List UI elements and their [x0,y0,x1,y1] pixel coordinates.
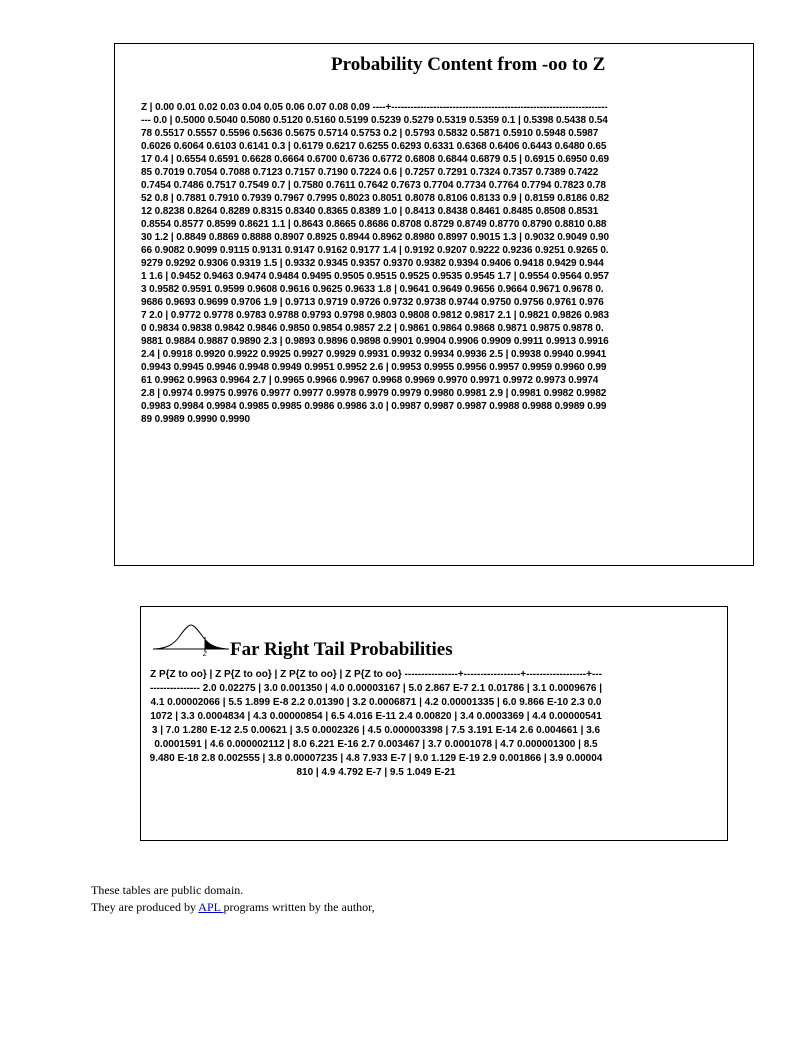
normal-table-box [114,43,754,566]
normal-table-title: Probability Content from -oo to Z [331,54,606,75]
footer-text-before-link: They are produced by [91,900,199,914]
footer-text-after-link: programs written by the author, [223,900,375,914]
tail-table-content: Z P{Z to oo} | Z P{Z to oo} | Z P{Z to oo} | Z P{Z to oo} ----------------+-----------------+------------------+------------------ 2.0 0.02275 | 3.0 0.001350 | 4.0 0.00003167 | 5.0 2.867 E-7 2.1 0.01786 | 3.1 0.0009676 | 4.1 0.00002066 | 5.5 1.899 E-8 2.2 0.01390 | 3.2 0.0006871 | 4.2 0.00001335 | 6.0 9.866 E-10 2.3 0.01072 | 3.3 0.0004834 | 4.3 0.00000854 | 6.5 4.016 E-11 2.4 0.00820 | 3.4 0.0003369 | 4.4 0.000005413 | 7.0 1.280 E-12 2.5 0.00621 | 3.5 0.0002326 | 4.5 0.000003398 | 7.5 3.191 E-14 2.6 0.004661 | 3.6 0.0001591 | 4.6 0.000002112 | 8.0 6.221 E-16 2.7 0.003467 | 3.7 0.0001078 | 4.7 0.000001300 | 8.5 9.480 E-18 2.8 0.002555 | 3.8 0.00007235 | 4.8 7.933 E-7 | 9.0 1.129 E-19 2.9 0.001866 | 3.9 0.00004810 | 4.9 4.792 E-7 | 9.5 1.049 E-21 [149,669,603,778]
curve-z-label: Z [203,652,207,657]
apl-link[interactable]: APL [198,900,224,914]
normal-table-content: Z | 0.00 0.01 0.02 0.03 0.04 0.05 0.06 0.07 0.08 0.09 ----+---------------------------------------------------------------------- 0.0 | 0.5000 0.5040 0.5080 0.5120 0.5160 0.5199 0.5239 0.5279 0.5319 0.5359 0.1 | 0.5398 0.5438 0.5478 0.5517 0.5557 0.5596 0.5636 0.5675 0.5714 0.5753 0.2 | 0.5793 0.5832 0.5871 0.5910 0.5948 0.5987 0.6026 0.6064 0.6103 0.6141 0.3 | 0.6179 0.6217 0.6255 0.6293 0.6331 0.6368 0.6406 0.6443 0.6480 0.6517 0.4 | 0.6554 0.6591 0.6628 0.6664 0.6700 0.6736 0.6772 0.6808 0.6844 0.6879 0.5 | 0.6915 0.6950 0.6985 0.7019 0.7054 0.7088 0.7123 0.7157 0.7190 0.7224 0.6 | 0.7257 0.7291 0.7324 0.7357 0.7389 0.7422 0.7454 0.7486 0.7517 0.7549 0.7 | 0.7580 0.7611 0.7642 0.7673 0.7704 0.7734 0.7764 0.7794 0.7823 0.7852 0.8 | 0.7881 0.7910 0.7939 0.7967 0.7995 0.8023 0.8051 0.8078 0.8106 0.8133 0.9 | 0.8159 0.8186 0.8212 0.8238 0.8264 0.8289 0.8315 0.8340 0.8365 0.8389 1.0 | 0.8413 0.8438 0.8461 0.8485 0.8508 0.8531 0.8554 0.8577 0.8599 0.8621 1.1 | 0.8643 0.8665 0.8686 0.8708 0.8729 0.8749 0.8770 0.8790 0.8810 0.8830 1.2 | 0.8849 0.8869 0.8888 0.8907 0.8925 0.8944 0.8962 0.8980 0.8997 0.9015 1.3 | 0.9032 0.9049 0.9066 0.9082 0.9099 0.9115 0.9131 0.9147 0.9162 0.9177 1.4 | 0.9192 0.9207 0.9222 0.9236 0.9251 0.9265 0.9279 0.9292 0.9306 0.9319 1.5 | 0.9332 0.9345 0.9357 0.9370 0.9382 0.9394 0.9406 0.9418 0.9429 0.9441 1.6 | 0.9452 0.9463 0.9474 0.9484 0.9495 0.9505 0.9515 0.9525 0.9535 0.9545 1.7 | 0.9554 0.9564 0.9573 0.9582 0.9591 0.9599 0.9608 0.9616 0.9625 0.9633 1.8 | 0.9641 0.9649 0.9656 0.9664 0.9671 0.9678 0.9686 0.9693 0.9699 0.9706 1.9 | 0.9713 0.9719 0.9726 0.9732 0.9738 0.9744 0.9750 0.9756 0.9761 0.9767 2.0 | 0.9772 0.9778 0.9783 0.9788 0.9793 0.9798 0.9803 0.9808 0.9812 0.9817 2.1 | 0.9821 0.9826 0.9830 0.9834 0.9838 0.9842 0.9846 0.9850 0.9854 0.9857 2.2 | 0.9861 0.9864 0.9868 0.9871 0.9875 0.9878 0.9881 0.9884 0.9887 0.9890 2.3 | 0.9893 0.9896 0.9898 0.9901 0.9904 0.9906 0.9909 0.9911 0.9913 0.9916 2.4 | 0.9918 0.9920 0.9922 0.9925 0.9927 0.9929 0.9931 0.9932 0.9934 0.9936 2.5 | 0.9938 0.9940 0.9941 0.9943 0.9945 0.9946 0.9948 0.9949 0.9951 0.9952 2.6 | 0.9953 0.9955 0.9956 0.9957 0.9959 0.9960 0.9961 0.9962 0.9963 0.9964 2.7 | 0.9965 0.9966 0.9967 0.9968 0.9969 0.9970 0.9971 0.9972 0.9973 0.9974 2.8 | 0.9974 0.9975 0.9976 0.9977 0.9977 0.9978 0.9979 0.9979 0.9980 0.9981 2.9 | 0.9981 0.9982 0.9982 0.9983 0.9984 0.9984 0.9985 0.9985 0.9986 0.9986 3.0 | 0.9987 0.9987 0.9987 0.9988 0.9988 0.9989 0.9989 0.9989 0.9990 0.9990 [141,102,609,425]
normal-curve-icon [153,621,229,657]
tail-table-title: Far Right Tail Probabilities [230,639,453,660]
footer-line-1: These tables are public domain. [91,883,244,897]
footer-note [91,882,375,916]
tail-table-box [140,606,728,841]
footer-line-2 [91,899,375,916]
